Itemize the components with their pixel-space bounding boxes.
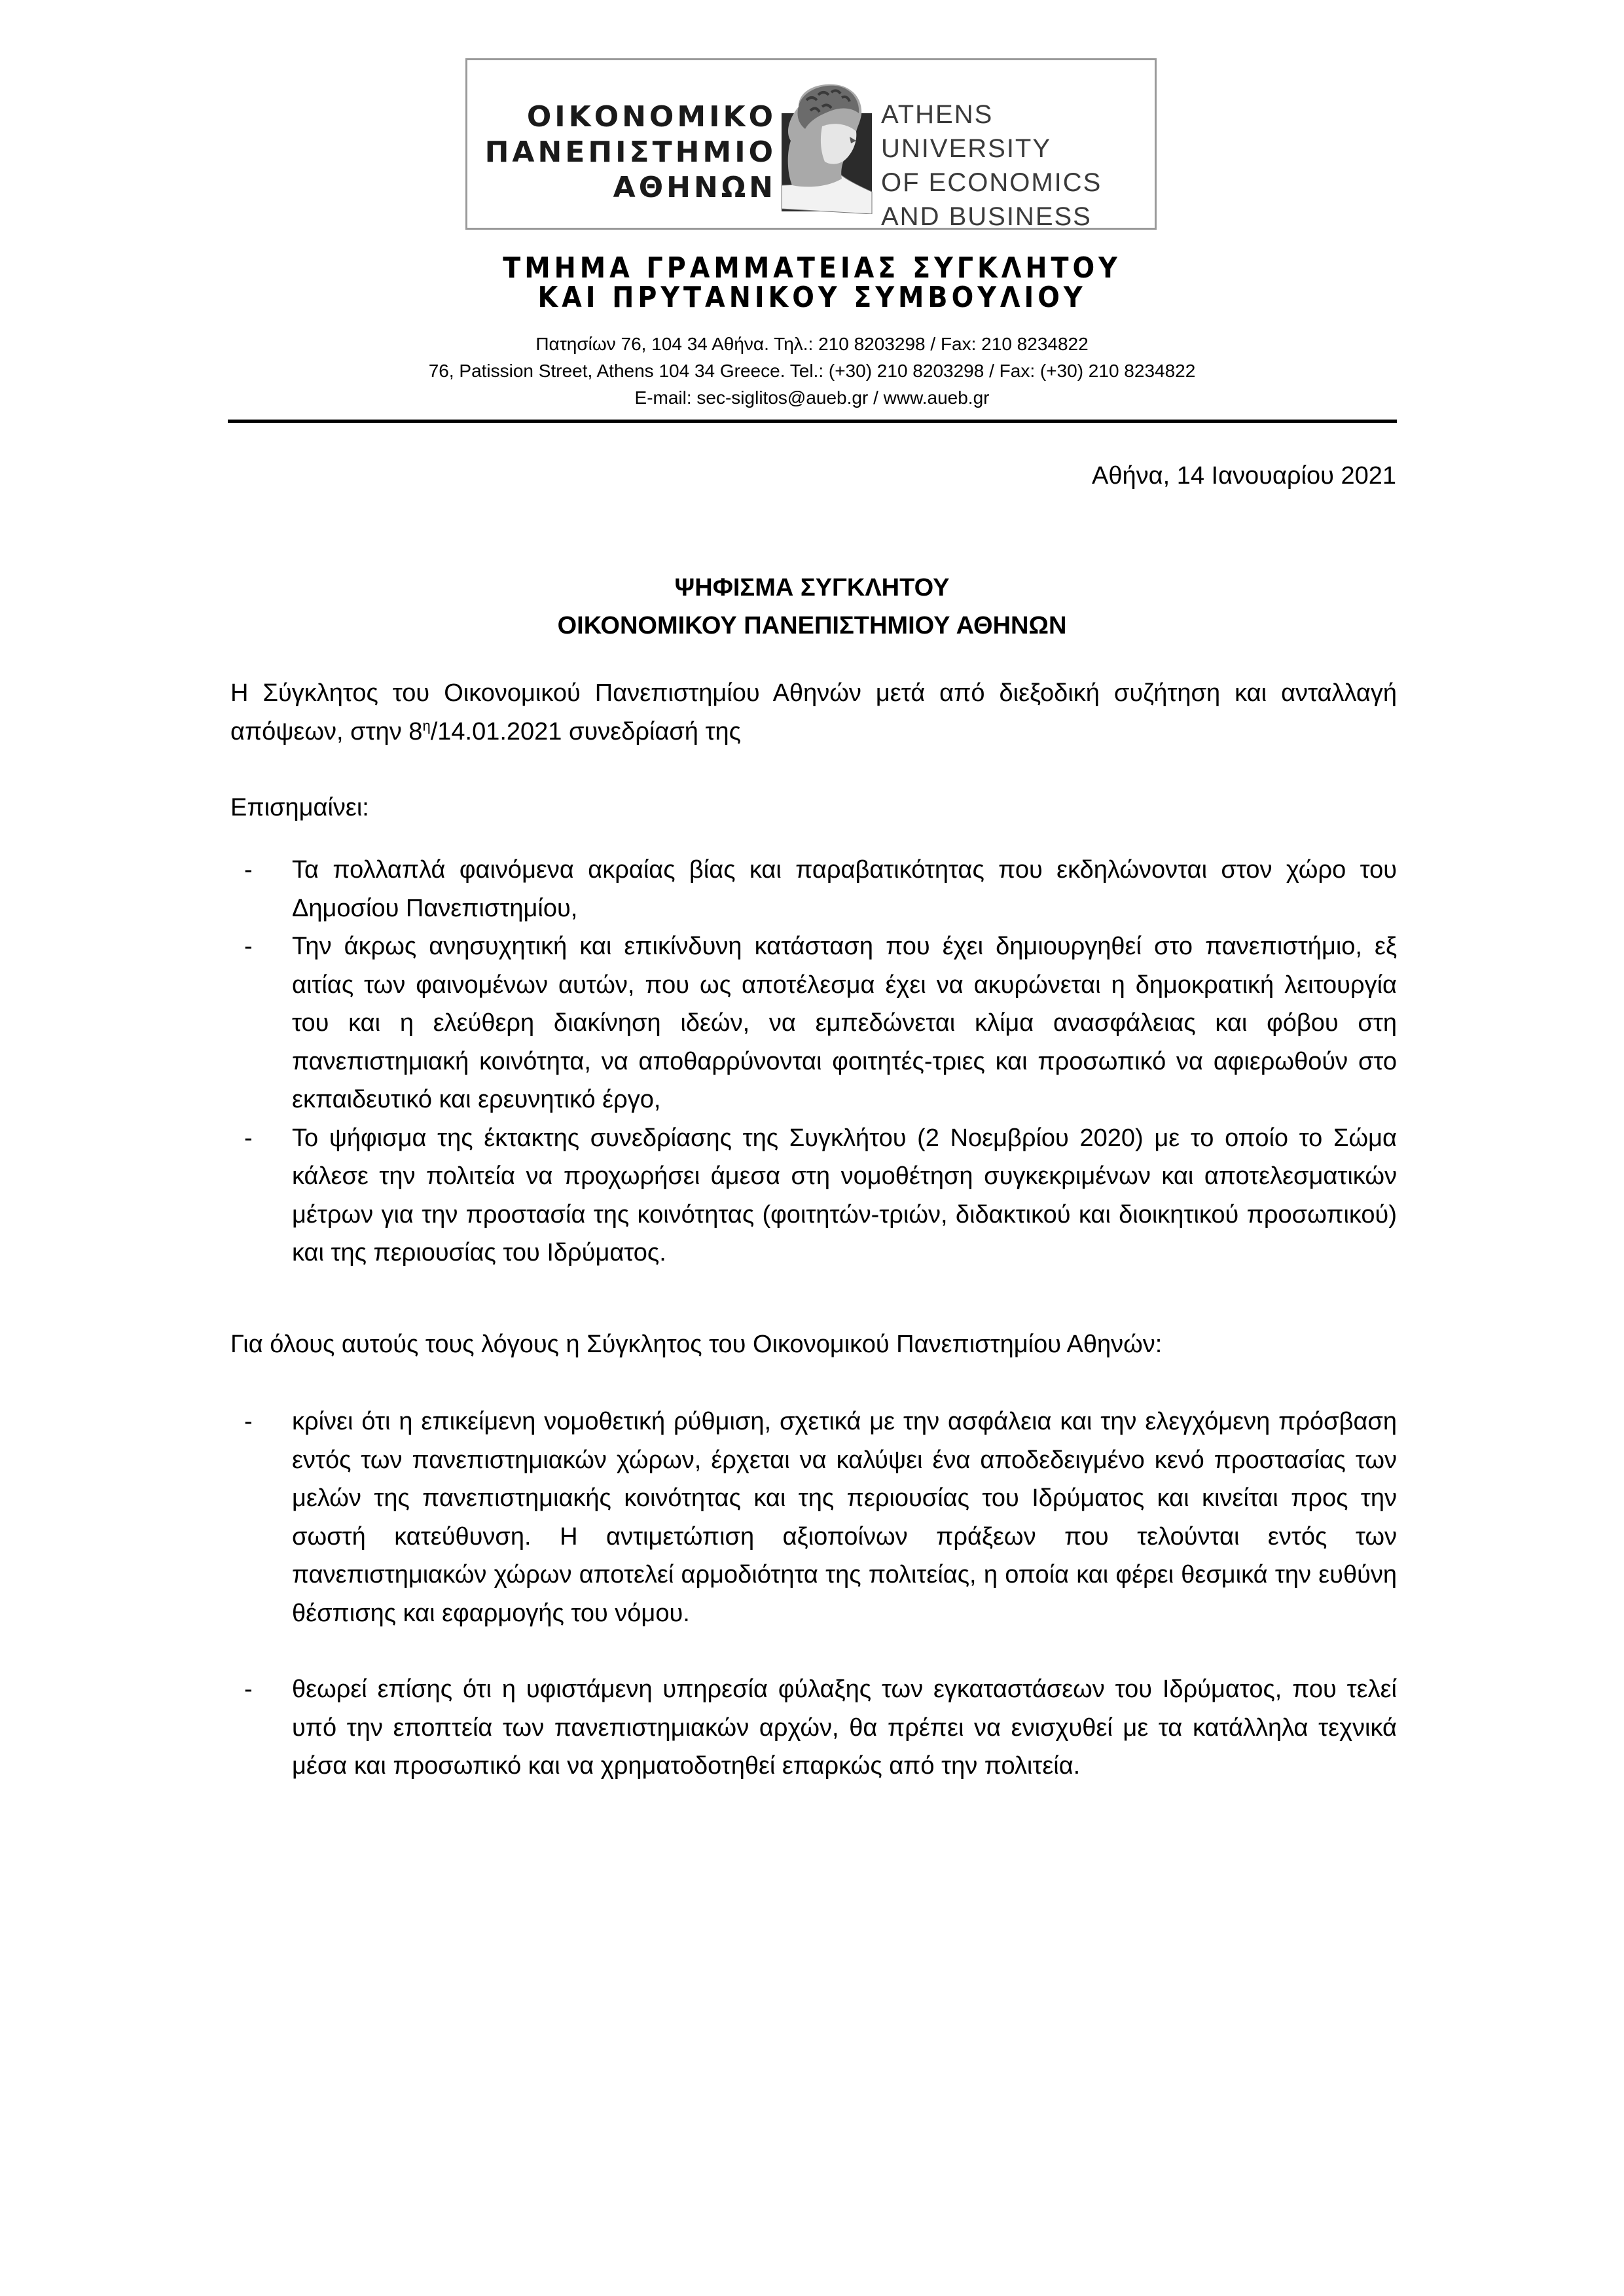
list-item-text: θεωρεί επίσης ότι η υφιστάμενη υπηρεσία φύλαξης των εγκαταστάσεων του Ιδρύματος, που τελεί υπό την εποπτεία των πανεπιστημιακών αρχών, θα πρέπει να ενισχυθεί με τα κατάλληλα τεχνικά μέσα και προσωπικό και να χρηματοδοτηθεί επαρκώς από την πολιτεία. xyxy=(292,1676,1397,1780)
document-title-line2: ΟΙΚΟΝΟΜΙΚΟΥ ΠΑΝΕΠΙΣΤΗΜΙΟΥ ΑΘΗΝΩΝ xyxy=(557,612,1067,639)
logo-english-line: ATHENS UNIVERSITY xyxy=(881,100,1052,163)
email-website: E-mail: sec-siglitos@aueb.gr / www.aueb.gr xyxy=(634,387,990,408)
classical-bust-icon xyxy=(779,81,875,214)
logo-greek-line: ΟΙΚΟΝΟΜΙΚΟ xyxy=(526,100,776,134)
logo-greek-line: ΠΑΝΕΠΙΣΤΗΜΙΟ xyxy=(484,135,776,169)
conclusion-label: Για όλους αυτούς τους λόγους η Σύγκλητος του Οικονομικού Πανεπιστημίου Αθηνών: xyxy=(230,1331,1163,1358)
resolutions-list xyxy=(230,1403,1397,1785)
intro-text-end: /14.01.2021 συνεδρίασή της xyxy=(430,717,741,745)
list-item xyxy=(230,851,1397,927)
highlights-list xyxy=(230,851,1397,1272)
list-item xyxy=(230,927,1397,1119)
list-item xyxy=(230,1119,1397,1272)
logo-english-line: OF ECONOMICS xyxy=(881,168,1102,197)
logo-greek-line: ΑΘΗΝΩΝ xyxy=(613,171,776,204)
list-item-text: Τα πολλαπλά φαινόμενα ακραίας βίας και παραβατικότητας που εκδηλώνονται στον χώρο του Δημοσίου Πανεπιστημίου, xyxy=(292,856,1397,922)
document-title-line1: ΨΗΦΙΣΜΑ ΣΥΓΚΛΗΤΟΥ xyxy=(674,574,950,601)
department-name-line1: ΤΜΗΜΑ ΓΡΑΜΜΑΤΕΙΑΣ ΣΥΓΚΛΗΤΟΥ xyxy=(503,251,1121,285)
header-divider xyxy=(228,420,1397,423)
address-greek: Πατησίων 76, 104 34 Αθήνα. Τηλ.: 210 8203298 / Fax: 210 8234822 xyxy=(535,334,1089,354)
ordinal-superscript: η xyxy=(422,717,431,734)
logo-english-line: AND BUSINESS xyxy=(881,202,1092,231)
list-item xyxy=(230,1403,1397,1632)
dash-bullet: - xyxy=(244,856,253,884)
dash-bullet: - xyxy=(244,933,253,960)
dash-bullet: - xyxy=(244,1676,253,1703)
intro-text: Η Σύγκλητος του Οικονομικού Πανεπιστημίου Αθηνών μετά από διεξοδική συζήτηση και ανταλλαγή απόψεων, στην 8 xyxy=(230,679,1397,745)
dash-bullet: - xyxy=(244,1124,253,1152)
address-english: 76, Patission Street, Athens 104 34 Greece. Tel.: (+30) 210 8203298 / Fax: (+30) 210 8234822 xyxy=(428,361,1196,381)
department-name-line2: ΚΑΙ ΠΡΥΤΑΝΙΚΟΥ ΣΥΜΒΟΥΛΙΟΥ xyxy=(537,281,1087,314)
document-date: Αθήνα, 14 Ιανουαρίου 2021 xyxy=(1092,462,1396,490)
list-item-text: Την άκρως ανησυχητική και επικίνδυνη κατάσταση που έχει δημιουργηθεί στο πανεπιστήμιο, εξ αιτίας των φαινομένων αυτών, που ως αποτέλεσμα έχει να ακυρώνεται η δημοκρατική λειτουργία του και η ελεύθερη διακίνηση ιδεών, να εμπεδώνεται κλίμα ανασφάλειας και φόβου στη πανεπιστημιακή κοινότητα, να αποθαρρύνονται φοιτητές-τριες και προσωπικό να αφιερωθούν στο εκπαιδευτικό και ερευνητικό έργο, xyxy=(292,933,1397,1113)
university-logo xyxy=(465,58,1157,230)
logo-english-name xyxy=(881,98,1155,234)
logo-greek-name xyxy=(485,99,776,206)
intro-paragraph xyxy=(230,674,1397,751)
dash-bullet: - xyxy=(244,1408,253,1435)
list-item-text: κρίνει ότι η επικείμενη νομοθετική ρύθμιση, σχετικά με την ασφάλεια και την ελεγχόμενη πρόσβαση εντός των πανεπιστημιακών χώρων, έρχεται να καλύψει ένα αποδεδειγμένο κενό προστασίας των μελών της πανεπιστημιακής κοινότητας και της περιουσίας του Ιδρύματος και κινείται προς την σωστή κατεύθυνση. Η αντιμετώπιση αξιοποίνων πράξεων που τελούνται εντός των πανεπιστημιακών χώρων αποτελεί αρμοδιότητα της πολιτείας, η οποία και φέρει θεσμικά την ευθύνη θέσπισης και εφαρμογής του νόμου. xyxy=(292,1408,1397,1627)
list-item xyxy=(230,1670,1397,1785)
list-item-text: Το ψήφισμα της έκτακτης συνεδρίασης της Συγκλήτου (2 Νοεμβρίου 2020) με το οποίο το Σώμα κάλεσε την πολιτεία να προχωρήσει άμεσα στη νομοθέτηση συγκεκριμένων και αποτελεσματικών μέτρων για την προστασία της κοινότητας (φοιτητών-τριών, διδακτικού και διοικητικού προσωπικού) και της περιουσίας του Ιδρύματος. xyxy=(292,1124,1397,1266)
highlights-label: Επισημαίνει: xyxy=(230,794,369,821)
